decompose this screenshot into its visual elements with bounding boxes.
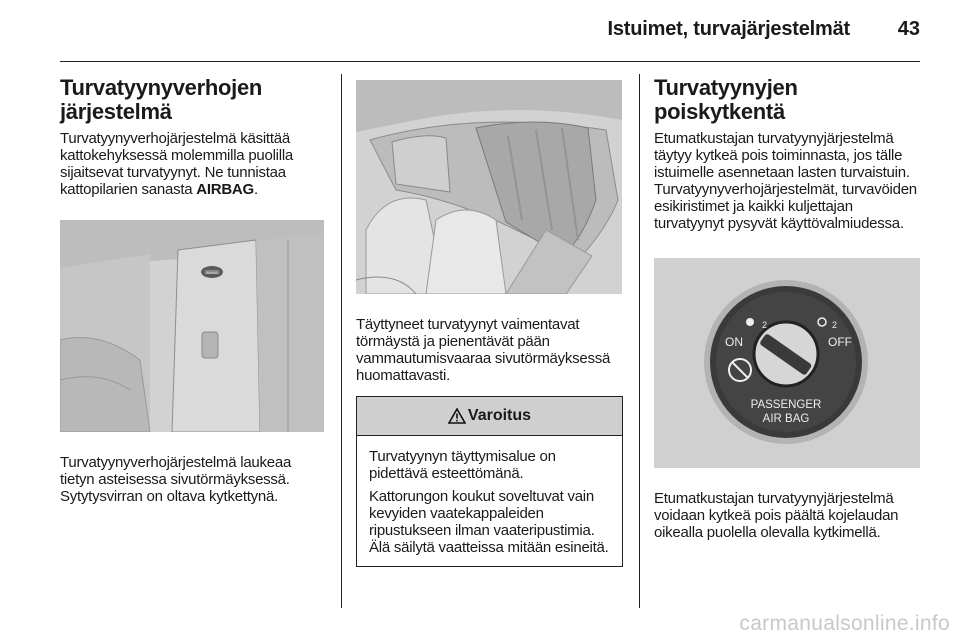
airbag-plate-text: AIRBAG — [206, 271, 218, 275]
warning-box — [356, 396, 623, 567]
warning-title: Varoitus — [467, 407, 532, 424]
column-airbag-function — [356, 76, 624, 567]
pillar-airbag-figure — [60, 220, 324, 432]
switch-passenger-label: PASSENGER — [750, 399, 822, 411]
intro-end: . — [253, 181, 258, 198]
function-text: Täyttyneet turvatyynyt vaimentavat törmäystä ja pienentävät pään vammautumisvaaraa sivutörmäyksessä huomattavasti. — [356, 316, 611, 384]
off-subscript: 2 — [832, 320, 838, 330]
switch-off-label: OFF — [828, 335, 852, 349]
figure-caption: Etumatkustajan turvatyynyjärjestelmä voidaan kytkeä pois päältä kojelaudan oikealla puolella olevalla kytkimellä. — [654, 490, 899, 541]
airbag-switch-figure — [654, 258, 920, 468]
section-heading: Turvatyynyjen poiskytkentä — [654, 75, 798, 124]
column-divider — [341, 74, 342, 608]
watermark: carmanualsonline.info — [739, 612, 950, 635]
warning-header — [357, 397, 622, 436]
section-intro — [60, 130, 326, 198]
switch-airbag-label: AIR BAG — [762, 413, 810, 425]
column-divider — [639, 74, 640, 608]
intro-text: Turvatyynyverhojärjestelmä käsittää kattokehyksessä molemmilla puolilla sijaitsevat turvatyynyt. Ne tunnistaa kattopilarien sanasta — [60, 130, 294, 198]
airbag-switch-illustration — [654, 258, 920, 468]
section-intro: Etumatkustajan turvatyynyjärjestelmä täytyy kytkeä pois toiminnasta, jos tälle istuimelle asennetaan lasten turvaistuin. Turvatyynyverhojärjestelmät, turvavöiden esikiristimet ja kaikki kuljettajan turvatyynyt pysyvät käyttövalmiudessa. — [654, 130, 917, 232]
figure-caption: Turvatyynyverhojärjestelmä laukeaa tietyn asteisessa sivutörmäyksessä. Sytytysvirran on oltava kytkettynä. — [60, 454, 292, 505]
warning-paragraph-2: Kattorungon koukut soveltuvat vain kevyiden vaatekappaleiden ripustukseen ilman vaateripustimia. Älä säilytä vaatteissa mitään esineitä. — [369, 488, 609, 556]
section-heading: Turvatyynyverhojen järjestelmä — [60, 75, 263, 124]
header-rule — [60, 61, 920, 62]
running-header-title: Istuimet, turvajärjestelmät — [607, 18, 850, 40]
curtain-airbag-figure — [356, 80, 622, 294]
column-airbag-deactivation — [654, 76, 920, 541]
warning-triangle-icon — [448, 408, 466, 424]
airbag-word: AIRBAG — [196, 181, 254, 198]
on-subscript: 2 — [762, 320, 768, 330]
switch-on-label: ON — [725, 335, 743, 349]
column-curtain-airbags — [60, 76, 326, 505]
pillar-illustration — [60, 220, 324, 432]
airbag-on-person-icon — [746, 318, 754, 326]
page-number: 43 — [897, 18, 920, 40]
curtain-illustration — [356, 80, 622, 294]
warning-paragraph-1: Turvatyynyn täyttymisalue on pidettävä esteettömänä. — [369, 448, 556, 482]
warning-body — [357, 436, 622, 566]
